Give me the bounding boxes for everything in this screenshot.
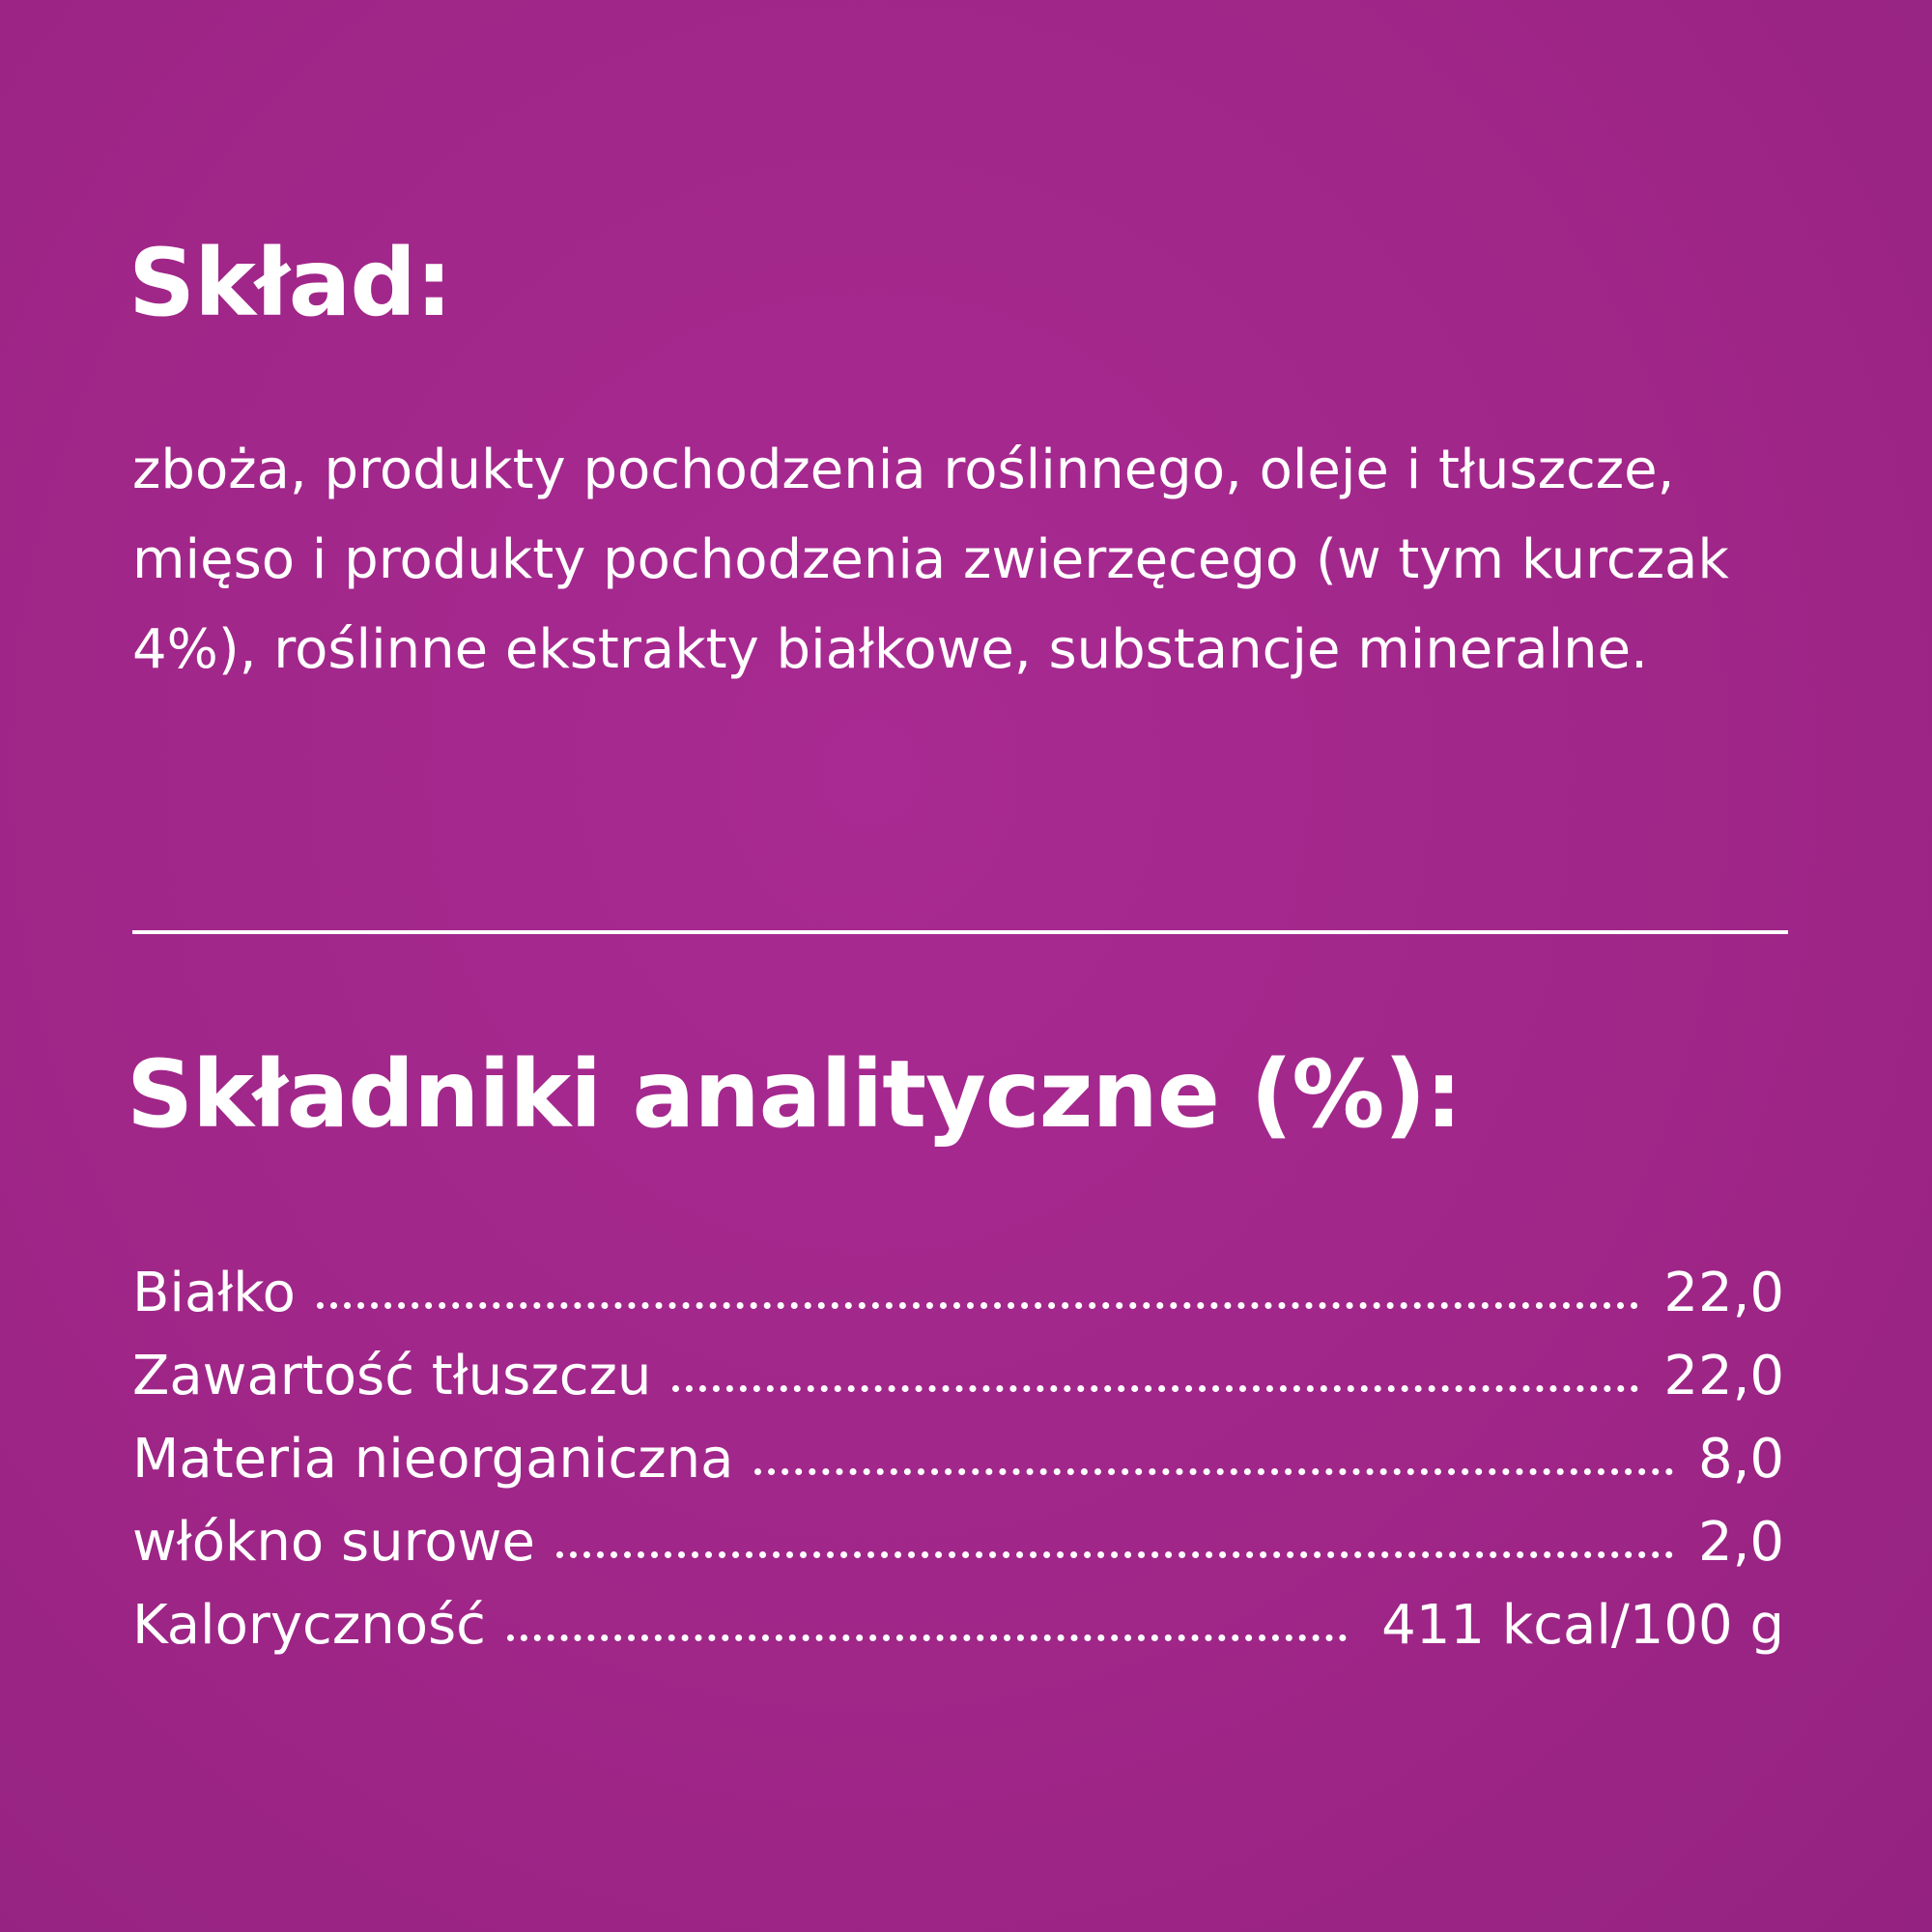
nutrient-value: 2,0 xyxy=(1697,1511,1784,1574)
nutrient-value: 22,0 xyxy=(1663,1345,1784,1407)
nutrient-row-inorganic-matter xyxy=(132,1418,1784,1501)
composition-heading: Skład: xyxy=(128,229,452,337)
analytical-table xyxy=(132,1252,1784,1667)
nutrient-row-fat xyxy=(132,1335,1784,1418)
nutrient-label: włókno surowe xyxy=(132,1511,535,1574)
nutrient-value: 411 kcal/100 g xyxy=(1381,1594,1784,1657)
nutrient-label: Białko xyxy=(132,1262,296,1324)
dot-leader xyxy=(317,1302,1638,1309)
nutrient-row-calories xyxy=(132,1584,1784,1667)
nutrient-label: Materia nieorganiczna xyxy=(132,1428,734,1491)
analytical-heading: Składniki analityczne (%): xyxy=(127,1040,1462,1149)
composition-text: zboża, produkty pochodzenia roślinnego, oleje i tłuszcze, mięso i produkty pochodzenia zwierzęcego (w tym kurczak 4%), roślinne ekstrakty białkowe, substancje mineralne. xyxy=(132,439,1729,681)
dot-leader xyxy=(672,1385,1638,1392)
dot-leader xyxy=(507,1634,1347,1641)
section-divider xyxy=(132,930,1788,934)
dot-leader xyxy=(556,1551,1673,1558)
nutrition-info-panel xyxy=(127,0,1788,1932)
nutrient-row-protein xyxy=(132,1252,1784,1335)
nutrient-row-crude-fibre xyxy=(132,1501,1784,1584)
nutrient-label: Kaloryczność xyxy=(132,1594,486,1657)
nutrient-value: 22,0 xyxy=(1663,1262,1784,1324)
nutrient-label: Zawartość tłuszczu xyxy=(132,1345,652,1407)
nutrient-value: 8,0 xyxy=(1697,1428,1784,1491)
dot-leader xyxy=(754,1468,1672,1475)
